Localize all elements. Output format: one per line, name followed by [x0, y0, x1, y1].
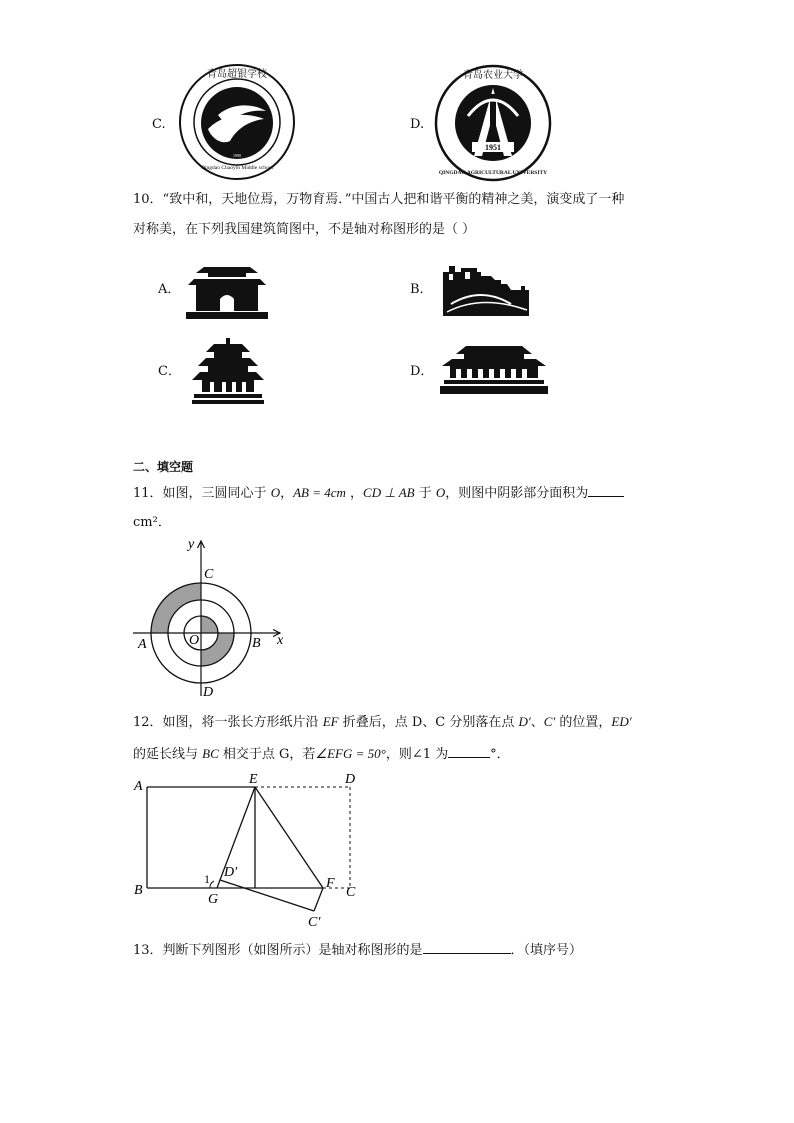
q13-answer-blank[interactable]	[423, 939, 511, 954]
fig12-label-e: E	[249, 772, 258, 787]
agri-logo-english: QINGDAO AGRICULTURAL UNIVERSITY	[438, 170, 548, 176]
q10-line-2: 对称美，在下列我国建筑简图中，不是轴对称图形的是（ ）	[133, 222, 476, 237]
fig12-label-d: D	[345, 772, 356, 787]
q11-answer-blank[interactable]	[588, 482, 624, 497]
q12-answer-blank[interactable]	[448, 743, 490, 758]
q11-line-1: 11．如图，三圆同心于 O，AB = 4cm ，CD ⊥ AB 于 O，则图中阴影部分面积为	[133, 482, 624, 504]
chaoyin-school-logo	[178, 63, 296, 181]
fig12-label-f: F	[326, 876, 335, 891]
fig12-label-g: G	[208, 892, 219, 907]
fig11-label-x: x	[277, 633, 284, 648]
q10-line-1: 10．“致中和，天地位焉，万物育焉．”中国古人把和谐平衡的精神之美，演变成了一种	[133, 192, 625, 207]
chaoyin-logo-year: 1990	[233, 153, 241, 158]
fig11-label-d: D	[203, 685, 214, 700]
agri-logo-year: 1951	[485, 143, 501, 152]
q9-option-d-label: D.	[410, 117, 425, 132]
fig11-label-o: O	[189, 633, 200, 648]
chaoyin-logo-title: 青岛超银学校	[207, 69, 267, 80]
fig12-label-b: B	[134, 883, 143, 898]
fig11-label-b: B	[252, 636, 261, 651]
section-heading-fill-blank: 二、填空题	[133, 460, 194, 474]
building-a-icon	[186, 263, 268, 319]
chaoyin-logo-english: Qingdao Chaoyin Middle school	[201, 165, 273, 171]
q11-concentric-circles-figure	[128, 536, 288, 704]
q11-line-2: cm²．	[133, 515, 171, 530]
fig12-label-c-prime: C′	[308, 915, 321, 930]
fig11-label-y: y	[188, 537, 195, 552]
q10-option-b-label: B．	[410, 282, 433, 297]
q10-option-c-label: C．	[158, 364, 181, 379]
fig11-label-c: C	[204, 567, 214, 582]
temple-of-heaven-icon	[192, 338, 264, 404]
q12-line-1: 12．如图，将一张长方形纸片沿 EF 折叠后，点 D、C 分别落在点 D′、C′ 的位置，ED′	[133, 714, 632, 730]
q12-line-2: 的延长线与 BC 相交于点 G，若∠EFG = 50°，则∠1 为 °．	[133, 743, 510, 765]
fig12-label-a: A	[134, 779, 143, 794]
agri-logo-title: 青岛农业大学	[463, 70, 523, 81]
q10-option-a-label: A．	[158, 282, 181, 297]
q13-line: 13．判断下列图形（如图所示）是轴对称图形的是 ．（填序号）	[133, 939, 582, 961]
q10-option-d-label: D．	[410, 364, 434, 379]
fig12-label-angle-1: 1	[204, 872, 210, 886]
fig12-label-c: C	[346, 885, 356, 900]
palace-hall-icon	[440, 346, 548, 394]
q9-option-c-label: C.	[152, 117, 166, 132]
agricultural-university-logo	[434, 64, 552, 182]
fig12-label-d-prime: D′	[224, 865, 238, 880]
q12-folded-rectangle-figure	[128, 770, 368, 932]
fig11-label-a: A	[138, 637, 147, 652]
great-wall-icon	[441, 264, 531, 316]
